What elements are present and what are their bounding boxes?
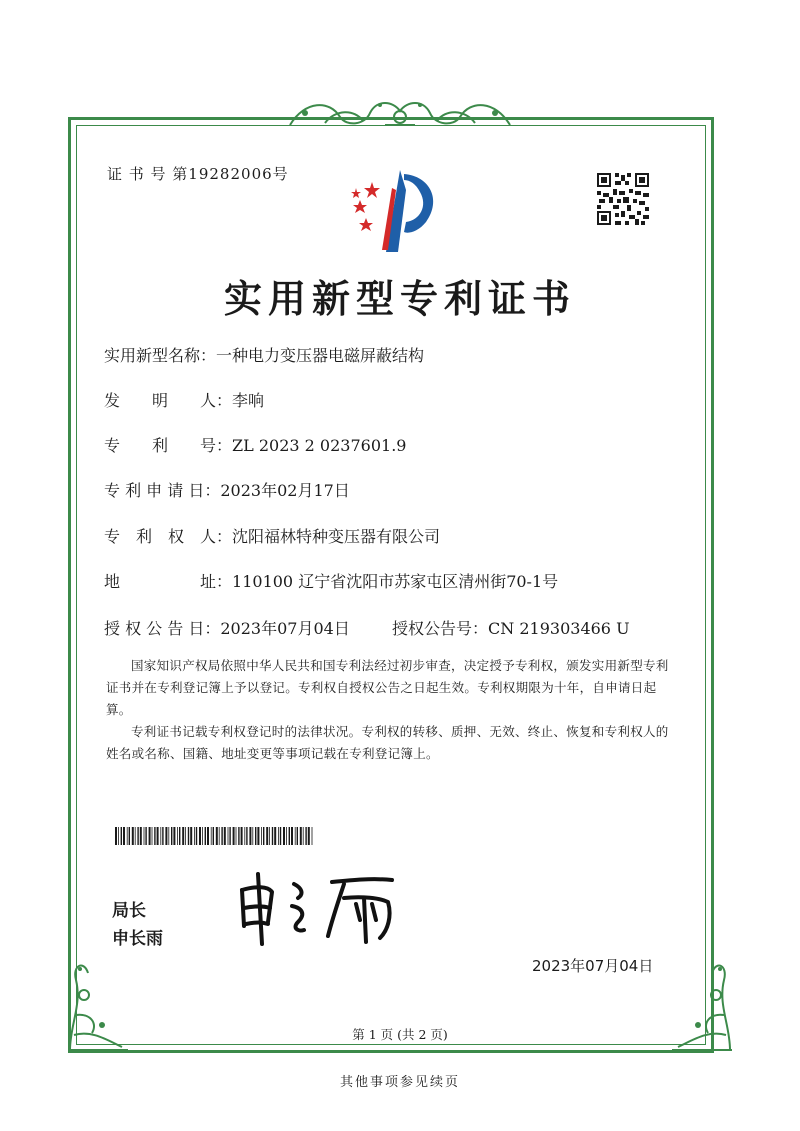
field-label: 授 权 公 告 日	[104, 619, 205, 638]
field-address	[104, 569, 558, 592]
field-patentee	[104, 524, 440, 547]
signatory-name: 申长雨	[112, 929, 163, 949]
field-value: 一种电力变压器电磁屏蔽结构	[216, 346, 425, 365]
page-indicator: 第 1 页 (共 2 页)	[352, 1027, 448, 1042]
field-label: 发 明 人	[104, 391, 217, 410]
ornament-top-icon	[285, 95, 515, 131]
field-value: ZL 2023 2 0237601.9	[232, 436, 407, 455]
field-label: 实用新型名称	[104, 346, 201, 365]
barcode-icon	[115, 827, 315, 845]
field-application-date	[104, 478, 350, 501]
certificate-title: 实用新型专利证书	[223, 277, 576, 321]
field-label: 专 利 申 请 日	[104, 481, 205, 500]
field-label: 授权公告号	[392, 619, 473, 638]
qr-code-icon	[595, 171, 651, 227]
legal-status-paragraph: 专利证书记载专利权登记时的法律状况。专利权的转移、质押、无效、终止、恢复和专利权人的姓名或名称、国籍、地址变更等事项记载在专利登记簿上。	[106, 724, 669, 761]
field-utility-model-name	[104, 343, 424, 366]
field-value: 李响	[232, 391, 265, 410]
field-label: 专 利 号	[104, 436, 217, 455]
field-inventor	[104, 388, 264, 411]
signatory-title: 局长	[112, 901, 146, 921]
field-grant-number	[392, 616, 630, 639]
field-value: 110100 辽宁省沈阳市苏家屯区清州街70-1号	[232, 572, 559, 591]
field-separator: ：	[216, 527, 233, 546]
signature-date: 2023年07月04日	[532, 957, 654, 975]
field-label: 专 利 权 人	[104, 527, 217, 546]
continued-note: 其他事项参见续页	[339, 1075, 460, 1090]
field-separator: ：	[216, 436, 233, 455]
field-separator: ：	[200, 346, 217, 365]
field-grant-date	[104, 616, 350, 639]
decision-paragraph: 国家知识产权局依照中华人民共和国专利法经过初步审查，决定授予专利权，颁发实用新型专利证书并在专利登记簿上予以登记。专利权自授权公告之日起生效。专利权期限为十年，自申请日起算。	[106, 658, 669, 717]
field-value: 2023年07月04日	[220, 619, 350, 638]
field-separator: ：	[204, 619, 221, 638]
field-label: 地 址	[104, 572, 217, 591]
field-value: CN 219303466 U	[488, 619, 630, 638]
certificate-number: 证 书 号 第19282006号	[107, 165, 289, 183]
field-separator: ：	[216, 391, 233, 410]
field-value: 2023年02月17日	[220, 481, 350, 500]
field-separator: ：	[216, 572, 233, 591]
signature-icon	[232, 868, 407, 948]
field-separator: ：	[472, 619, 489, 638]
field-patent-number	[104, 433, 406, 456]
field-value: 沈阳福林特种变压器有限公司	[232, 527, 441, 546]
cnipa-emblem-icon	[338, 160, 448, 260]
field-separator: ：	[204, 481, 221, 500]
